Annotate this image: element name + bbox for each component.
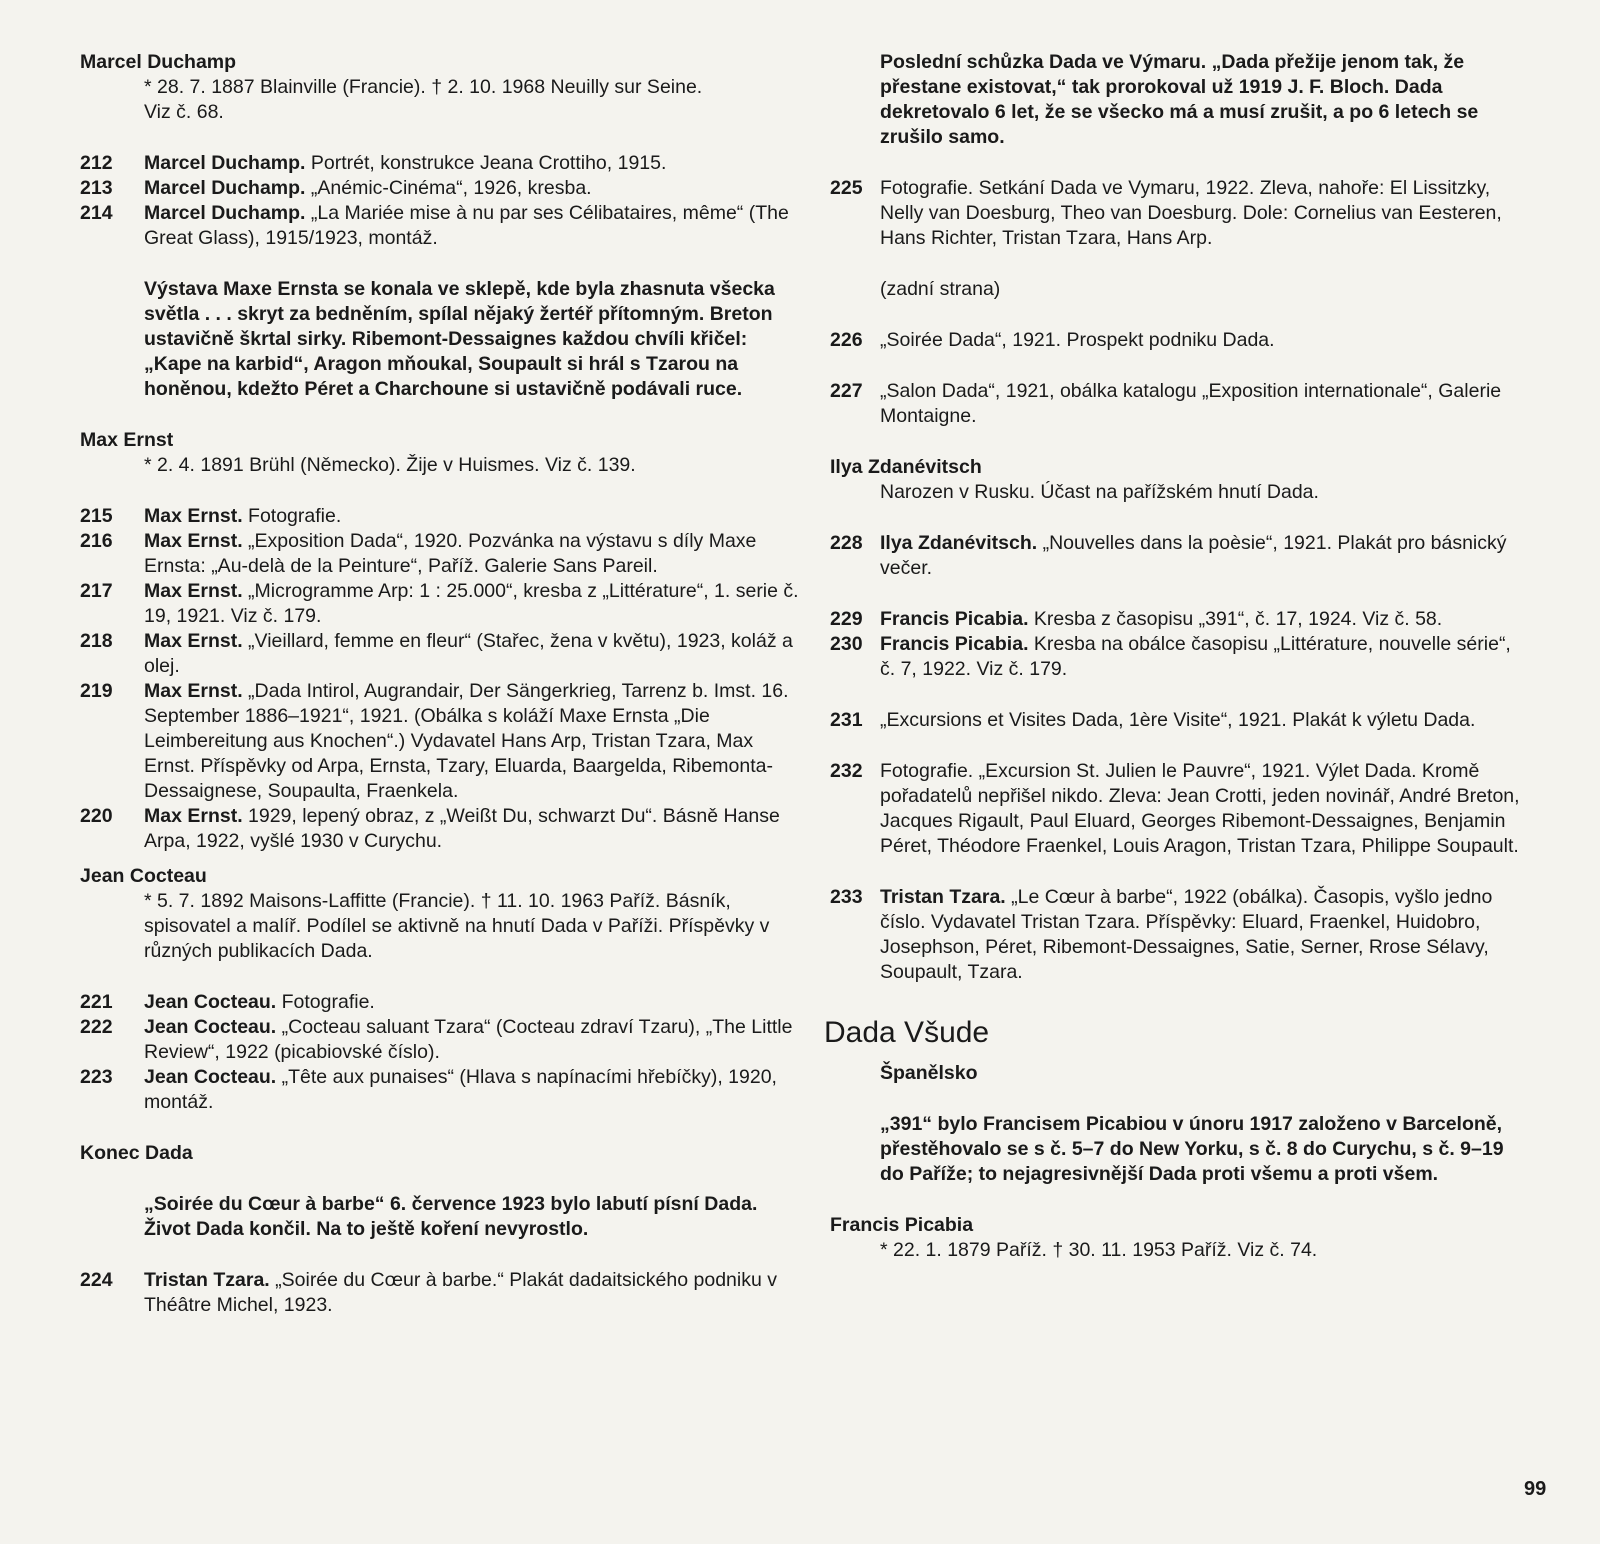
entry-description: Fotografie. [242,505,342,527]
bio-zdanevitsch: Narozen v Rusku. Účast na pařížském hnutí Dada. [880,481,1319,503]
entry-number: 215 [80,505,113,527]
entry-description: „Vieillard, femme en fleur“ (Stařec, žena v květu), 1923, koláž a olej. [144,630,793,677]
entry-text [144,176,800,201]
entries-konec [80,1268,800,1318]
catalog-entry-214 [80,201,800,251]
entry-author: Max Ernst. [144,680,243,702]
entry-number: 224 [80,1269,113,1291]
bio-picabia: * 22. 1. 1879 Paříž. † 30. 11. 1953 Paříž. Viz č. 74. [880,1239,1318,1261]
entry-number: 230 [830,633,863,655]
page-number: 99 [1524,1478,1547,1500]
entry-description: „Microgramme Arp: 1 : 25.000“, kresba z „Littérature“, 1. serie č. 19, 1921. Viz č. 179. [144,580,799,627]
entry-text [880,708,1520,733]
bio-duchamp-1: * 28. 7. 1887 Blainville (Francie). † 2. 10. 1968 Neuilly sur Seine. [144,76,703,98]
entry-number: 216 [80,530,113,552]
entry-number: 232 [830,760,863,782]
entry-description: Kresba na obálce časopisu „Littérature, nouvelle série“, č. 7, 1922. Viz č. 179. [880,633,1511,680]
entry-author: Marcel Duchamp. [144,202,306,224]
catalog-entry-212 [80,151,800,176]
entries-excursions [830,708,1520,985]
entry-description: „Tête aux punaises“ (Hlava s napínacími hřebíčky), 1920, montáž. [144,1066,777,1113]
entry-text [880,176,1520,251]
entry-description: „Nouvelles dans la poèsie“, 1921. Plakát pro básnický večer. [880,532,1507,579]
entry-text [144,1065,800,1115]
entry-number: 225 [830,177,863,199]
entry-description: Fotografie. „Excursion St. Julien le Pauvre“, 1921. Výlet Dada. Kromě pořadatelů nepřišel nikdo. Zleva: Jean Crotti, jeden novinář, André Breton, Jacques Rigault, Paul Eluard, Georges Ribemont-Dessaignes, Benjamin Péret, Théodore Fraenkel, Louis Aragon, Tristan Tzara, Philippe Soupault. [880,760,1520,857]
section-title-dada-vsude: Dada Všude [824,1016,990,1049]
entry-description: „Anémic-Cinéma“, 1926, kresba. [305,177,592,199]
entry-text [880,885,1520,985]
entry-number: 217 [80,580,113,602]
entry-number: 223 [80,1066,113,1088]
entry-number: 228 [830,532,863,554]
entries-duchamp [80,151,800,251]
entry-description: Portrét, konstrukce Jeana Crottiho, 1915. [305,152,667,174]
left-column [80,50,800,1318]
entry-text [144,201,800,251]
catalog-entry-227 [830,379,1520,429]
entry-description: „Excursions et Visites Dada, 1ère Visite“, 1921. Plakát k výletu Dada. [880,709,1476,731]
catalog-entry-216 [80,529,800,579]
entry-text [144,1268,800,1318]
catalog-entry-217 [80,579,800,629]
catalog-entry-224 [80,1268,800,1318]
entry-text [144,529,800,579]
right-column [824,50,1520,1263]
entry-number: 220 [80,805,113,827]
catalog-entry-228 [830,531,1520,581]
entry-text [144,629,800,679]
catalog-entry-219 [80,679,800,804]
entries-weimar [830,176,1520,251]
entry-author: Max Ernst. [144,580,243,602]
entry-author: Jean Cocteau. [144,1066,277,1088]
entry-text [880,759,1520,859]
catalog-entry-218 [80,629,800,679]
catalog-entry-223 [80,1065,800,1115]
heading-cocteau: Jean Cocteau [80,865,207,887]
entry-author: Jean Cocteau. [144,1016,277,1038]
entry-author: Max Ernst. [144,505,243,527]
quote-391: „391“ bylo Francisem Picabiou v únoru 1917 založeno v Barceloně, přestěhovalo se s č. 5–7 do New Yorku, s č. 8 do Curychu, s č. 9–19 do Paříže; to nejagresivnější Dada proti všemu a proti všem. [880,1113,1504,1185]
catalog-entry-213 [80,176,800,201]
entry-author: Marcel Duchamp. [144,152,306,174]
entry-description: „Salon Dada“, 1921, obálka katalogu „Exposition internationale“, Galerie Montaigne. [880,380,1502,427]
entry-text [880,632,1520,682]
entry-description: „Le Cœur à barbe“, 1922 (obálka). Časopis, vyšlo jedno číslo. Vydavatel Tristan Tzara. Příspěvky: Eluard, Fraenkel, Huidobro, Josephson, Péret, Ribemont-Dessaignes, Satie, Serner, Rrose Sélavy, Soupault, Tzara. [880,886,1493,983]
entry-author: Jean Cocteau. [144,991,277,1013]
entry-text [144,990,800,1015]
entry-text [144,679,800,804]
quote-weimar: Poslední schůzka Dada ve Výmaru. „Dada přežije jenom tak, že přestane existovat,“ tak prorokoval už 1919 J. F. Bloch. Dada dekretovalo 6 let, že se všecko má a musí zrušit, a po 6 letech se zrušilo samo. [880,51,1479,148]
back-note: (zadní strana) [880,278,1001,300]
entry-description: Fotografie. [276,991,375,1013]
catalog-entry-222 [80,1015,800,1065]
entries-soiree-salon [830,328,1520,429]
entry-author: Ilya Zdanévitsch. [880,532,1038,554]
entry-number: 226 [830,329,863,351]
catalog-entry-215 [80,504,800,529]
entry-text [880,531,1520,581]
entry-number: 227 [830,380,863,402]
catalog-entry-233 [830,885,1520,985]
entries-zdanevitsch [830,531,1520,581]
entries-cocteau [80,990,800,1115]
entry-description: „Soirée Dada“, 1921. Prospekt podniku Dada. [880,329,1275,351]
entry-description: „Exposition Dada“, 1920. Pozvánka na výstavu s díly Maxe Ernsta: „Au-delà de la Peinture“, Paříž. Galerie Sans Pareil. [144,530,757,577]
bio-ernst: * 2. 4. 1891 Brühl (Německo). Žije v Huismes. Viz č. 139. [144,454,636,476]
entries-ernst [80,504,800,854]
catalog-entry-226 [830,328,1520,353]
entry-description: 1929, lepený obraz, z „Weißt Du, schwarzt Du“. Básně Hanse Arpa, 1922, vyšlé 1930 v Curychu. [144,805,780,852]
catalog-entry-232 [830,759,1520,859]
entry-text [880,607,1520,632]
heading-picabia: Francis Picabia [830,1214,974,1236]
entry-number: 212 [80,152,113,174]
heading-duchamp: Marcel Duchamp [80,51,237,73]
entry-author: Max Ernst. [144,530,243,552]
entry-author: Max Ernst. [144,805,243,827]
entry-text [880,328,1520,353]
entry-text [144,579,800,629]
entry-number: 213 [80,177,113,199]
entry-description: „Dada Intirol, Augrandair, Der Sängerkrieg, Tarrenz b. Imst. 16. September 1886–1921“, 1921. (Obálka s koláží Maxe Ernsta „Die Leimbereitung aus Knochen“.) Vydavatel Hans Arp, Tristan Tzara, Max Ernst. Příspěvky od Arpa, Ernsta, Tzary, Eluarda, Baargelda, Ribemonta-Dessaignese, Soupaulta, Fraenkela. [144,680,789,802]
entry-number: 233 [830,886,863,908]
entry-author: Max Ernst. [144,630,243,652]
bio-duchamp-2: Viz č. 68. [144,101,224,123]
catalog-entry-229 [830,607,1520,632]
entry-number: 219 [80,680,113,702]
catalog-entry-230 [830,632,1520,682]
entry-author: Tristan Tzara. [144,1269,270,1291]
bio-cocteau: * 5. 7. 1892 Maisons-Laffitte (Francie). † 11. 10. 1963 Paříž. Básník, spisovatel a malíř. Podílel se aktivně na hnutí Dada v Paříži. Příspěvky v různých publikacích Dada. [144,890,770,962]
catalog-entry-231 [830,708,1520,733]
heading-ernst: Max Ernst [80,429,174,451]
entry-number: 231 [830,709,863,731]
entry-description: „Cocteau saluant Tzara“ (Cocteau zdraví Tzaru), „The Little Review“, 1922 (picabiovské číslo). [144,1016,793,1063]
quote-konec-dada: „Soirée du Cœur à barbe“ 6. července 1923 bylo labutí písní Dada. Život Dada končil. Na to ještě koření nevyrostlo. [144,1193,758,1240]
entry-text [144,804,800,854]
entries-picabia [830,607,1520,682]
entry-description: „Soirée du Cœur à barbe.“ Plakát dadaitsického podniku v Théâtre Michel, 1923. [144,1269,777,1316]
entry-text [144,1015,800,1065]
entry-text [880,379,1520,429]
heading-konec-dada: Konec Dada [80,1142,193,1164]
entry-author: Tristan Tzara. [880,886,1006,908]
entry-text [144,151,800,176]
heading-zdanevitsch: Ilya Zdanévitsch [830,456,982,478]
catalog-entry-225 [830,176,1520,251]
quote-ernst-exhibition: Výstava Maxe Ernsta se konala ve sklepě, kde byla zhasnuta všecka světla . . . skryt za bedněním, spílal nějaký žertéř přítomným. Breton ustavičně škrtal sirky. Ribemont-Dessaignes každou chvíli křičel: „Kape na karbid“, Aragon mňoukal, Soupault si hrál s Tzarou na honěnou, kdežto Péret a Charchoune si ustavičně podávali ruce. [144,278,775,400]
entry-number: 222 [80,1016,113,1038]
entry-author: Francis Picabia. [880,633,1029,655]
entry-number: 218 [80,630,113,652]
entry-description: „La Mariée mise à nu par ses Célibataires, même“ (The Great Glass), 1915/1923, montáž. [144,202,789,249]
entry-author: Marcel Duchamp. [144,177,306,199]
entry-author: Francis Picabia. [880,608,1029,630]
entry-description: Kresba z časopisu „391“, č. 17, 1924. Viz č. 58. [1028,608,1443,630]
heading-spain: Španělsko [880,1062,978,1084]
catalog-entry-220 [80,804,800,854]
catalog-entry-221 [80,990,800,1015]
entry-number: 229 [830,608,863,630]
entry-number: 221 [80,991,113,1013]
entry-number: 214 [80,202,113,224]
entry-description: Fotografie. Setkání Dada ve Vymaru, 1922. Zleva, nahoře: El Lissitzky, Nelly van Doesburg, Theo van Doesburg. Dole: Cornelius van Eesteren, Hans Richter, Tristan Tzara, Hans Arp. [880,177,1502,249]
entry-text [144,504,800,529]
